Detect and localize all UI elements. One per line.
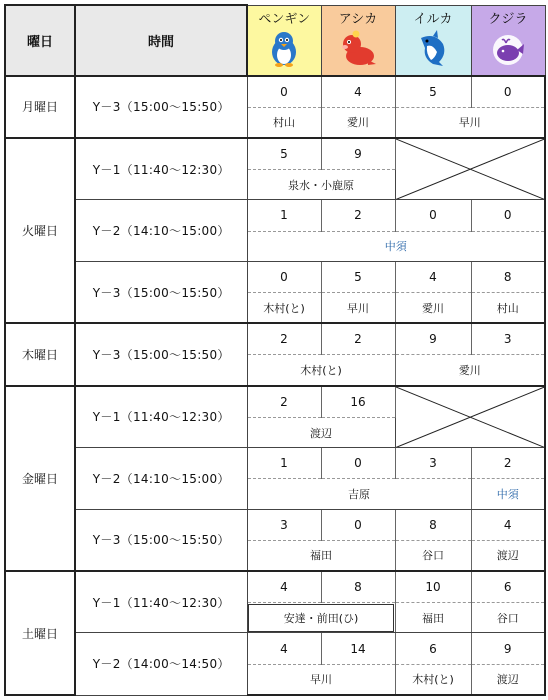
count-penguin: 5 xyxy=(247,138,321,170)
count-sea-lion: 2 xyxy=(321,323,395,355)
time-slot: Y－3（15:00～15:50） xyxy=(75,509,247,571)
staff-cell: 愛川 xyxy=(395,355,545,386)
count-sea-lion: 0 xyxy=(321,448,395,479)
count-dolphin: 9 xyxy=(395,323,471,355)
header-row xyxy=(5,5,545,76)
count-sea-lion: 0 xyxy=(321,509,395,540)
staff-cell: 谷口 xyxy=(471,603,545,633)
sea-lion-header xyxy=(321,5,395,76)
day-header: 曜日 xyxy=(5,5,75,76)
monday-y3-count-row xyxy=(5,76,545,108)
staff-cell: 木村(と) xyxy=(395,664,471,695)
staff-cell: 木村(と) xyxy=(247,293,321,324)
friday-y1-count-row xyxy=(5,386,545,418)
count-whale: 8 xyxy=(471,261,545,292)
sea-lion-icon xyxy=(338,30,378,68)
no-show-cross xyxy=(395,386,545,448)
staff-cell: 谷口 xyxy=(395,540,471,571)
cross-mark xyxy=(396,139,545,199)
count-penguin: 1 xyxy=(247,200,321,231)
cross-mark xyxy=(396,387,545,447)
count-dolphin: 4 xyxy=(395,261,471,292)
count-penguin: 0 xyxy=(247,76,321,108)
count-penguin: 2 xyxy=(247,323,321,355)
staff-cell: 安達・前田(ひ) xyxy=(247,603,395,633)
staff-cell: 渡辺 xyxy=(471,664,545,695)
friday-y2-count-row xyxy=(5,448,545,479)
time-slot: Y－2（14:10～15:00） xyxy=(75,448,247,509)
whale-label: クジラ xyxy=(488,12,528,27)
day-saturday: 土曜日 xyxy=(5,571,75,695)
staff-cell: 愛川 xyxy=(395,293,471,324)
staff-cell: 愛川 xyxy=(321,107,395,138)
penguin-header xyxy=(247,5,321,76)
count-whale: 0 xyxy=(471,200,545,231)
count-penguin: 3 xyxy=(247,509,321,540)
time-slot: Y－3（15:00～15:50） xyxy=(75,261,247,323)
staff-cell: 木村(と) xyxy=(247,355,395,386)
count-penguin: 1 xyxy=(247,448,321,479)
count-dolphin: 3 xyxy=(395,448,471,479)
count-whale: 6 xyxy=(471,571,545,603)
count-whale: 2 xyxy=(471,448,545,479)
staff-cell: 村山 xyxy=(471,293,545,324)
day-tuesday: 火曜日 xyxy=(5,138,75,323)
dolphin-icon xyxy=(413,30,453,68)
staff-cell: 早川 xyxy=(247,664,395,695)
count-dolphin: 0 xyxy=(395,200,471,231)
thursday-y3-count-row xyxy=(5,323,545,355)
day-monday: 月曜日 xyxy=(5,76,75,138)
time-slot: Y－3（15:00～15:50） xyxy=(75,323,247,385)
staff-cell: 中須 xyxy=(471,479,545,509)
count-penguin: 4 xyxy=(247,633,321,664)
count-dolphin: 6 xyxy=(395,633,471,664)
count-sea-lion: 2 xyxy=(321,200,395,231)
saturday-y2-count-row xyxy=(5,633,545,664)
count-sea-lion: 16 xyxy=(321,386,395,418)
count-whale: 0 xyxy=(471,76,545,108)
dolphin-header xyxy=(395,5,471,76)
whale-icon xyxy=(488,30,528,68)
saturday-y1-count-row xyxy=(5,571,545,603)
count-penguin: 4 xyxy=(247,571,321,603)
count-whale: 4 xyxy=(471,509,545,540)
staff-cell: 吉原 xyxy=(247,479,471,509)
staff-cell: 早川 xyxy=(395,107,545,138)
penguin-label: ペンギン xyxy=(258,12,311,27)
penguin-icon xyxy=(264,30,304,68)
count-sea-lion: 9 xyxy=(321,138,395,170)
day-thursday: 木曜日 xyxy=(5,323,75,385)
staff-cell: 中須 xyxy=(247,231,545,261)
count-penguin: 2 xyxy=(247,386,321,418)
time-slot: Y－3（15:00～15:50） xyxy=(75,76,247,138)
count-whale: 3 xyxy=(471,323,545,355)
count-dolphin: 8 xyxy=(395,509,471,540)
count-penguin: 0 xyxy=(247,261,321,292)
time-header: 時間 xyxy=(75,5,247,76)
tuesday-y2-count-row xyxy=(5,200,545,231)
no-show-cross xyxy=(395,138,545,200)
day-friday: 金曜日 xyxy=(5,386,75,571)
tuesday-y3-count-row xyxy=(5,261,545,292)
staff-cell: 泉水・小鹿原 xyxy=(247,170,395,200)
staff-cell: 福田 xyxy=(247,540,395,571)
count-dolphin: 5 xyxy=(395,76,471,108)
staff-cell: 早川 xyxy=(321,293,395,324)
count-sea-lion: 5 xyxy=(321,261,395,292)
count-sea-lion: 4 xyxy=(321,76,395,108)
whale-header xyxy=(471,5,545,76)
dolphin-label: イルカ xyxy=(413,12,453,27)
time-slot: Y－2（14:10～15:00） xyxy=(75,200,247,261)
time-slot: Y－1（11:40～12:30） xyxy=(75,571,247,633)
time-slot: Y－1（11:40～12:30） xyxy=(75,386,247,448)
staff-cell: 村山 xyxy=(247,107,321,138)
time-slot: Y－1（11:40～12:30） xyxy=(75,138,247,200)
sea-lion-label: アシカ xyxy=(338,12,378,27)
staff-cell: 福田 xyxy=(395,603,471,633)
count-whale: 9 xyxy=(471,633,545,664)
count-sea-lion: 14 xyxy=(321,633,395,664)
friday-y3-count-row xyxy=(5,509,545,540)
schedule-table xyxy=(4,4,546,696)
count-dolphin: 10 xyxy=(395,571,471,603)
time-slot: Y－2（14:00～14:50） xyxy=(75,633,247,695)
staff-cell: 渡辺 xyxy=(471,540,545,571)
tuesday-y1-count-row xyxy=(5,138,545,170)
staff-cell: 渡辺 xyxy=(247,417,395,447)
count-sea-lion: 8 xyxy=(321,571,395,603)
